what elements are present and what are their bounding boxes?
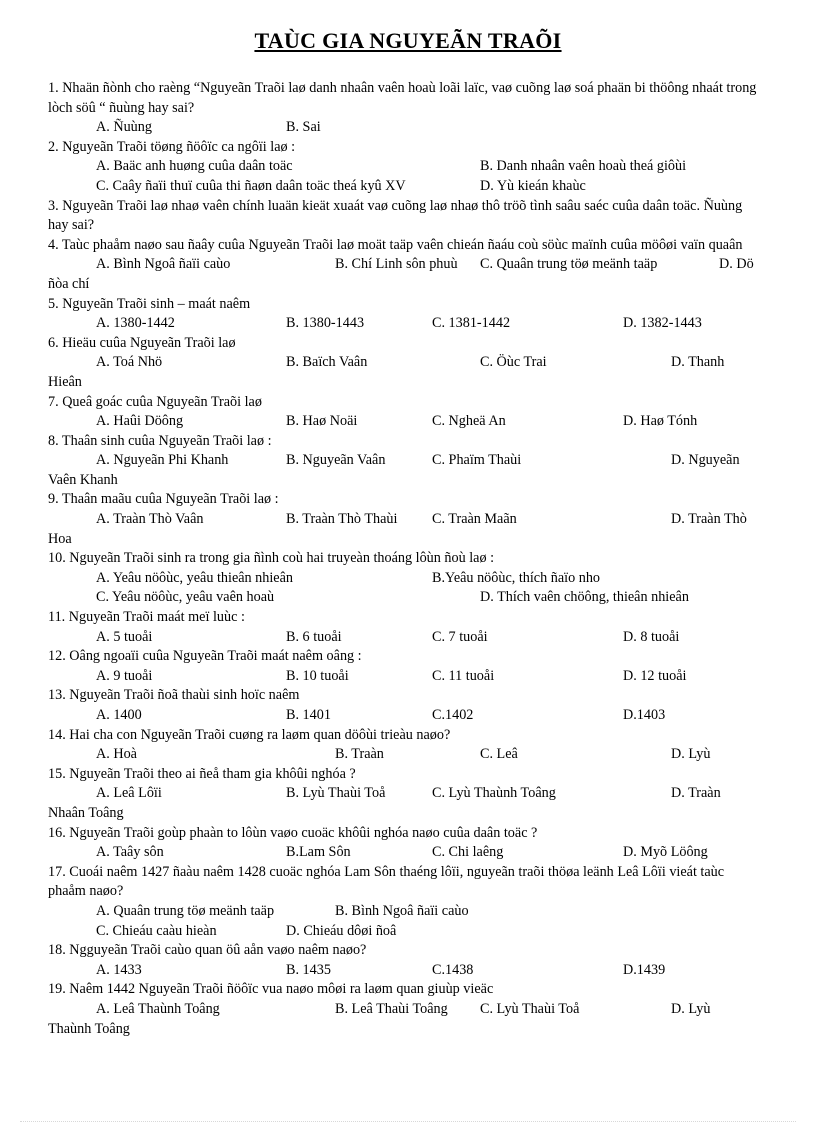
options-row	[48, 1000, 764, 1020]
option-c: C. Lyù Thaùnh Toâng	[432, 785, 556, 802]
option-a: A. Hoà	[96, 746, 137, 763]
option-b: B. 1401	[286, 707, 331, 723]
option-d: D.1403	[623, 707, 666, 723]
options-row	[48, 784, 764, 804]
option-a: A. Traàn Thò Vaân	[96, 511, 204, 528]
option-c: C. Öùc Trai	[480, 354, 547, 371]
option-d: D. 1382-1443	[623, 315, 702, 332]
option-c: C. Quaân trung töø meänh taäp	[480, 256, 658, 273]
option-b: B. Baïch Vaân	[286, 354, 368, 371]
option-d-continued: Thaùnh Toâng	[48, 1020, 130, 1037]
option-d: D. Thanh	[671, 354, 725, 371]
option-c: C. Lyù Thaùi Toå	[480, 1000, 580, 1017]
option-b: B. Bình Ngoâ ñaïi caùo	[335, 902, 469, 919]
question-list	[48, 79, 764, 1039]
options-row	[48, 628, 764, 648]
option-b: B. Leâ Thaùi Toâng	[335, 1000, 448, 1017]
option-a: A. Nguyeãn Phi Khanh	[96, 452, 229, 469]
option-a: A. Haûi Döông	[96, 413, 184, 430]
option-d-continued: Hoa	[48, 530, 72, 547]
option-b: B. Sai	[286, 119, 321, 136]
question-4: 4. Taùc phaåm naøo sau ñaây cuûa Nguyeãn Traõi laø moät taäp vaên chieán ñaáu coù söùc maïnh cuûa möôøi vaïn quaân	[48, 236, 743, 253]
option-a: A. Leâ Lôïi	[96, 785, 162, 802]
question-13: 13. Nguyeãn Traõi ñoã thaùi sinh hoïc naêm	[48, 687, 300, 704]
option-d: D. Traàn Thò	[671, 511, 747, 528]
option-c: C. Phaïm Thaùi	[432, 452, 522, 469]
option-b: B. 1380-1443	[286, 315, 365, 332]
options-row	[48, 843, 764, 863]
page-bottom-divider	[20, 1121, 796, 1122]
option-b: B.Lam Sôn	[286, 844, 351, 861]
option-d: D. 8 tuoåi	[623, 628, 680, 645]
option-c: C.1402	[432, 707, 474, 723]
options-row	[48, 706, 764, 726]
question-2: 2. Nguyeãn Traõi töøng ñöôïc ca ngôïi laø :	[48, 138, 296, 155]
option-a: A. Ñuùng	[96, 119, 152, 136]
question-9: 9. Thaân maãu cuûa Nguyeãn Traõi laø :	[48, 491, 279, 508]
option-a: A. 1433	[96, 961, 142, 978]
option-d-continued: Vaên Khanh	[48, 471, 118, 488]
option-c: C. 1381-1442	[432, 315, 511, 332]
option-a: A. Taây sôn	[96, 844, 164, 861]
option-b: B. Danh nhaân vaên hoaù theá giôùi	[480, 158, 687, 175]
question-6: 6. Hieäu cuûa Nguyeãn Traõi laø	[48, 334, 236, 351]
question-11: 11. Nguyeãn Traõi maát meï luùc :	[48, 609, 245, 626]
question-8: 8. Thaân sinh cuûa Nguyeãn Traõi laø :	[48, 432, 272, 449]
question-7: 7. Queâ goác cuûa Nguyeãn Traõi laø	[48, 393, 262, 410]
options-row	[48, 745, 764, 765]
options-row	[48, 961, 764, 981]
option-b: B. 6 tuoåi	[286, 628, 342, 645]
option-d: D. Haø Tónh	[623, 413, 698, 430]
option-a: A. Yeâu nöôùc, yeâu thieân nhieân	[96, 569, 293, 586]
option-b: B. Traàn Thò Thaùi	[286, 511, 398, 528]
options-row	[48, 922, 764, 942]
question-5: 5. Nguyeãn Traõi sinh – maát naêm	[48, 295, 251, 312]
option-b: B. Traàn	[335, 746, 384, 763]
option-b: B. Lyù Thaùi Toå	[286, 785, 386, 802]
option-c: C. Chi laêng	[432, 844, 504, 861]
options-row	[48, 902, 764, 922]
option-c: C. Caây ñaïi thuï cuûa thi ñaøn daân toäc theá kyû XV	[96, 177, 406, 194]
options-row	[48, 510, 764, 530]
option-a: A. 1400	[96, 707, 142, 723]
options-row	[48, 118, 764, 138]
option-d: D. Lyù	[671, 746, 711, 763]
options-row	[48, 177, 764, 197]
option-d: D. 12 tuoåi	[623, 667, 687, 684]
question-10: 10. Nguyeãn Traõi sinh ra trong gia ñình coù hai truyeàn thoáng lôùn ñoù laø :	[48, 550, 495, 567]
option-a: A. Leâ Thaùnh Toâng	[96, 1000, 220, 1017]
option-d: D. Chieáu dôøi ñoâ	[286, 922, 397, 939]
option-d: D. Myõ Löông	[623, 844, 708, 861]
option-d-continued: ñòa chí	[48, 275, 90, 292]
question-1: 1. Nhaän ñònh cho raèng “Nguyeãn Traõi laø danh nhaân vaên hoaù loãi laïc, vaø cuõng laø soá phaän bi thöông nhaát trong lòch söû “ ñuùng hay sai?	[48, 80, 757, 116]
question-3: 3. Nguyeãn Traõi laø nhaø vaên chính luaän kieät xuaát vaø cuõng laø nhaø thô tröõ tình saâu saéc cuûa daân toäc. Ñuùng hay sai?	[48, 197, 743, 234]
options-row	[48, 353, 764, 373]
options-row	[48, 667, 764, 687]
page-title: TAÙC GIA NGUYEÃN TRAÕI	[254, 28, 562, 53]
option-a: A. Baäc anh huøng cuûa daân toäc	[96, 158, 293, 175]
option-d-continued: Hieân	[48, 373, 82, 390]
option-c: C.1438	[432, 961, 474, 978]
option-a: A. Toá Nhö	[96, 354, 163, 371]
option-b: B. 10 tuoåi	[286, 667, 349, 684]
option-b: B.Yeâu nöôùc, thích ñaïo nho	[432, 569, 601, 586]
question-16: 16. Nguyeãn Traõi goùp phaàn to lôùn vaøo cuoäc khôûi nghóa naøo cuûa daân toäc ?	[48, 824, 538, 841]
option-a: A. 9 tuoåi	[96, 667, 153, 684]
options-row	[48, 255, 764, 275]
option-d: D. Nguyeãn	[671, 452, 740, 469]
option-c: C. 7 tuoåi	[432, 628, 488, 645]
option-d-continued: Nhaân Toâng	[48, 804, 124, 821]
options-row	[48, 569, 764, 589]
option-c: C. Yeâu nöôùc, yeâu vaên hoaù	[96, 589, 275, 606]
option-d: D. Traàn	[671, 785, 721, 802]
option-a: A. Quaân trung töø meänh taäp	[96, 902, 275, 919]
option-c: C. 11 tuoåi	[432, 667, 495, 684]
option-d: D. Dö	[719, 256, 754, 273]
question-18: 18. Ngguyeãn Traõi caùo quan öû aån vaøo naêm naøo?	[48, 942, 367, 959]
options-row	[48, 157, 764, 177]
question-15: 15. Nguyeãn Traõi theo ai ñeå tham gia khôûi nghóa ?	[48, 765, 356, 782]
question-14: 14. Hai cha con Nguyeãn Traõi cuøng ra laøm quan döôùi trieàu naøo?	[48, 726, 451, 743]
option-d: D. Yù kieán khaùc	[480, 177, 586, 194]
option-d: D. Lyù	[671, 1000, 711, 1017]
option-b: B. Chí Linh sôn phuù	[335, 256, 458, 273]
option-c: C. Leâ	[480, 746, 518, 763]
option-a: A. 1380-1442	[96, 315, 175, 332]
options-row	[48, 314, 764, 334]
option-c: C. Chieáu caàu hieàn	[96, 922, 217, 939]
option-c: C. Ngheä An	[432, 413, 506, 430]
option-a: A. Bình Ngoâ ñaïi caùo	[96, 256, 231, 273]
option-c: C. Traàn Maãn	[432, 511, 517, 528]
option-a: A. 5 tuoåi	[96, 628, 153, 645]
option-b: B. Haø Noäi	[286, 413, 358, 430]
option-b: B. 1435	[286, 961, 331, 978]
options-row	[48, 588, 764, 608]
option-b: B. Nguyeãn Vaân	[286, 452, 386, 469]
question-12: 12. Oâng ngoaïi cuûa Nguyeãn Traõi maát naêm oâng :	[48, 648, 362, 665]
question-17: 17. Cuoái naêm 1427 ñaàu naêm 1428 cuoäc nghóa Lam Sôn thaéng lôïi, nguyeãn traõi thöøa leänh Leâ Lôïi vieát taùc phaåm naøo?	[48, 863, 725, 900]
question-19: 19. Naêm 1442 Nguyeãn Traõi ñöôïc vua naøo môøi ra laøm quan giuùp vieäc	[48, 981, 494, 998]
options-row	[48, 451, 764, 471]
option-d: D.1439	[623, 961, 666, 978]
option-d: D. Thích vaên chöông, thieân nhieân	[480, 589, 689, 606]
options-row	[48, 412, 764, 432]
